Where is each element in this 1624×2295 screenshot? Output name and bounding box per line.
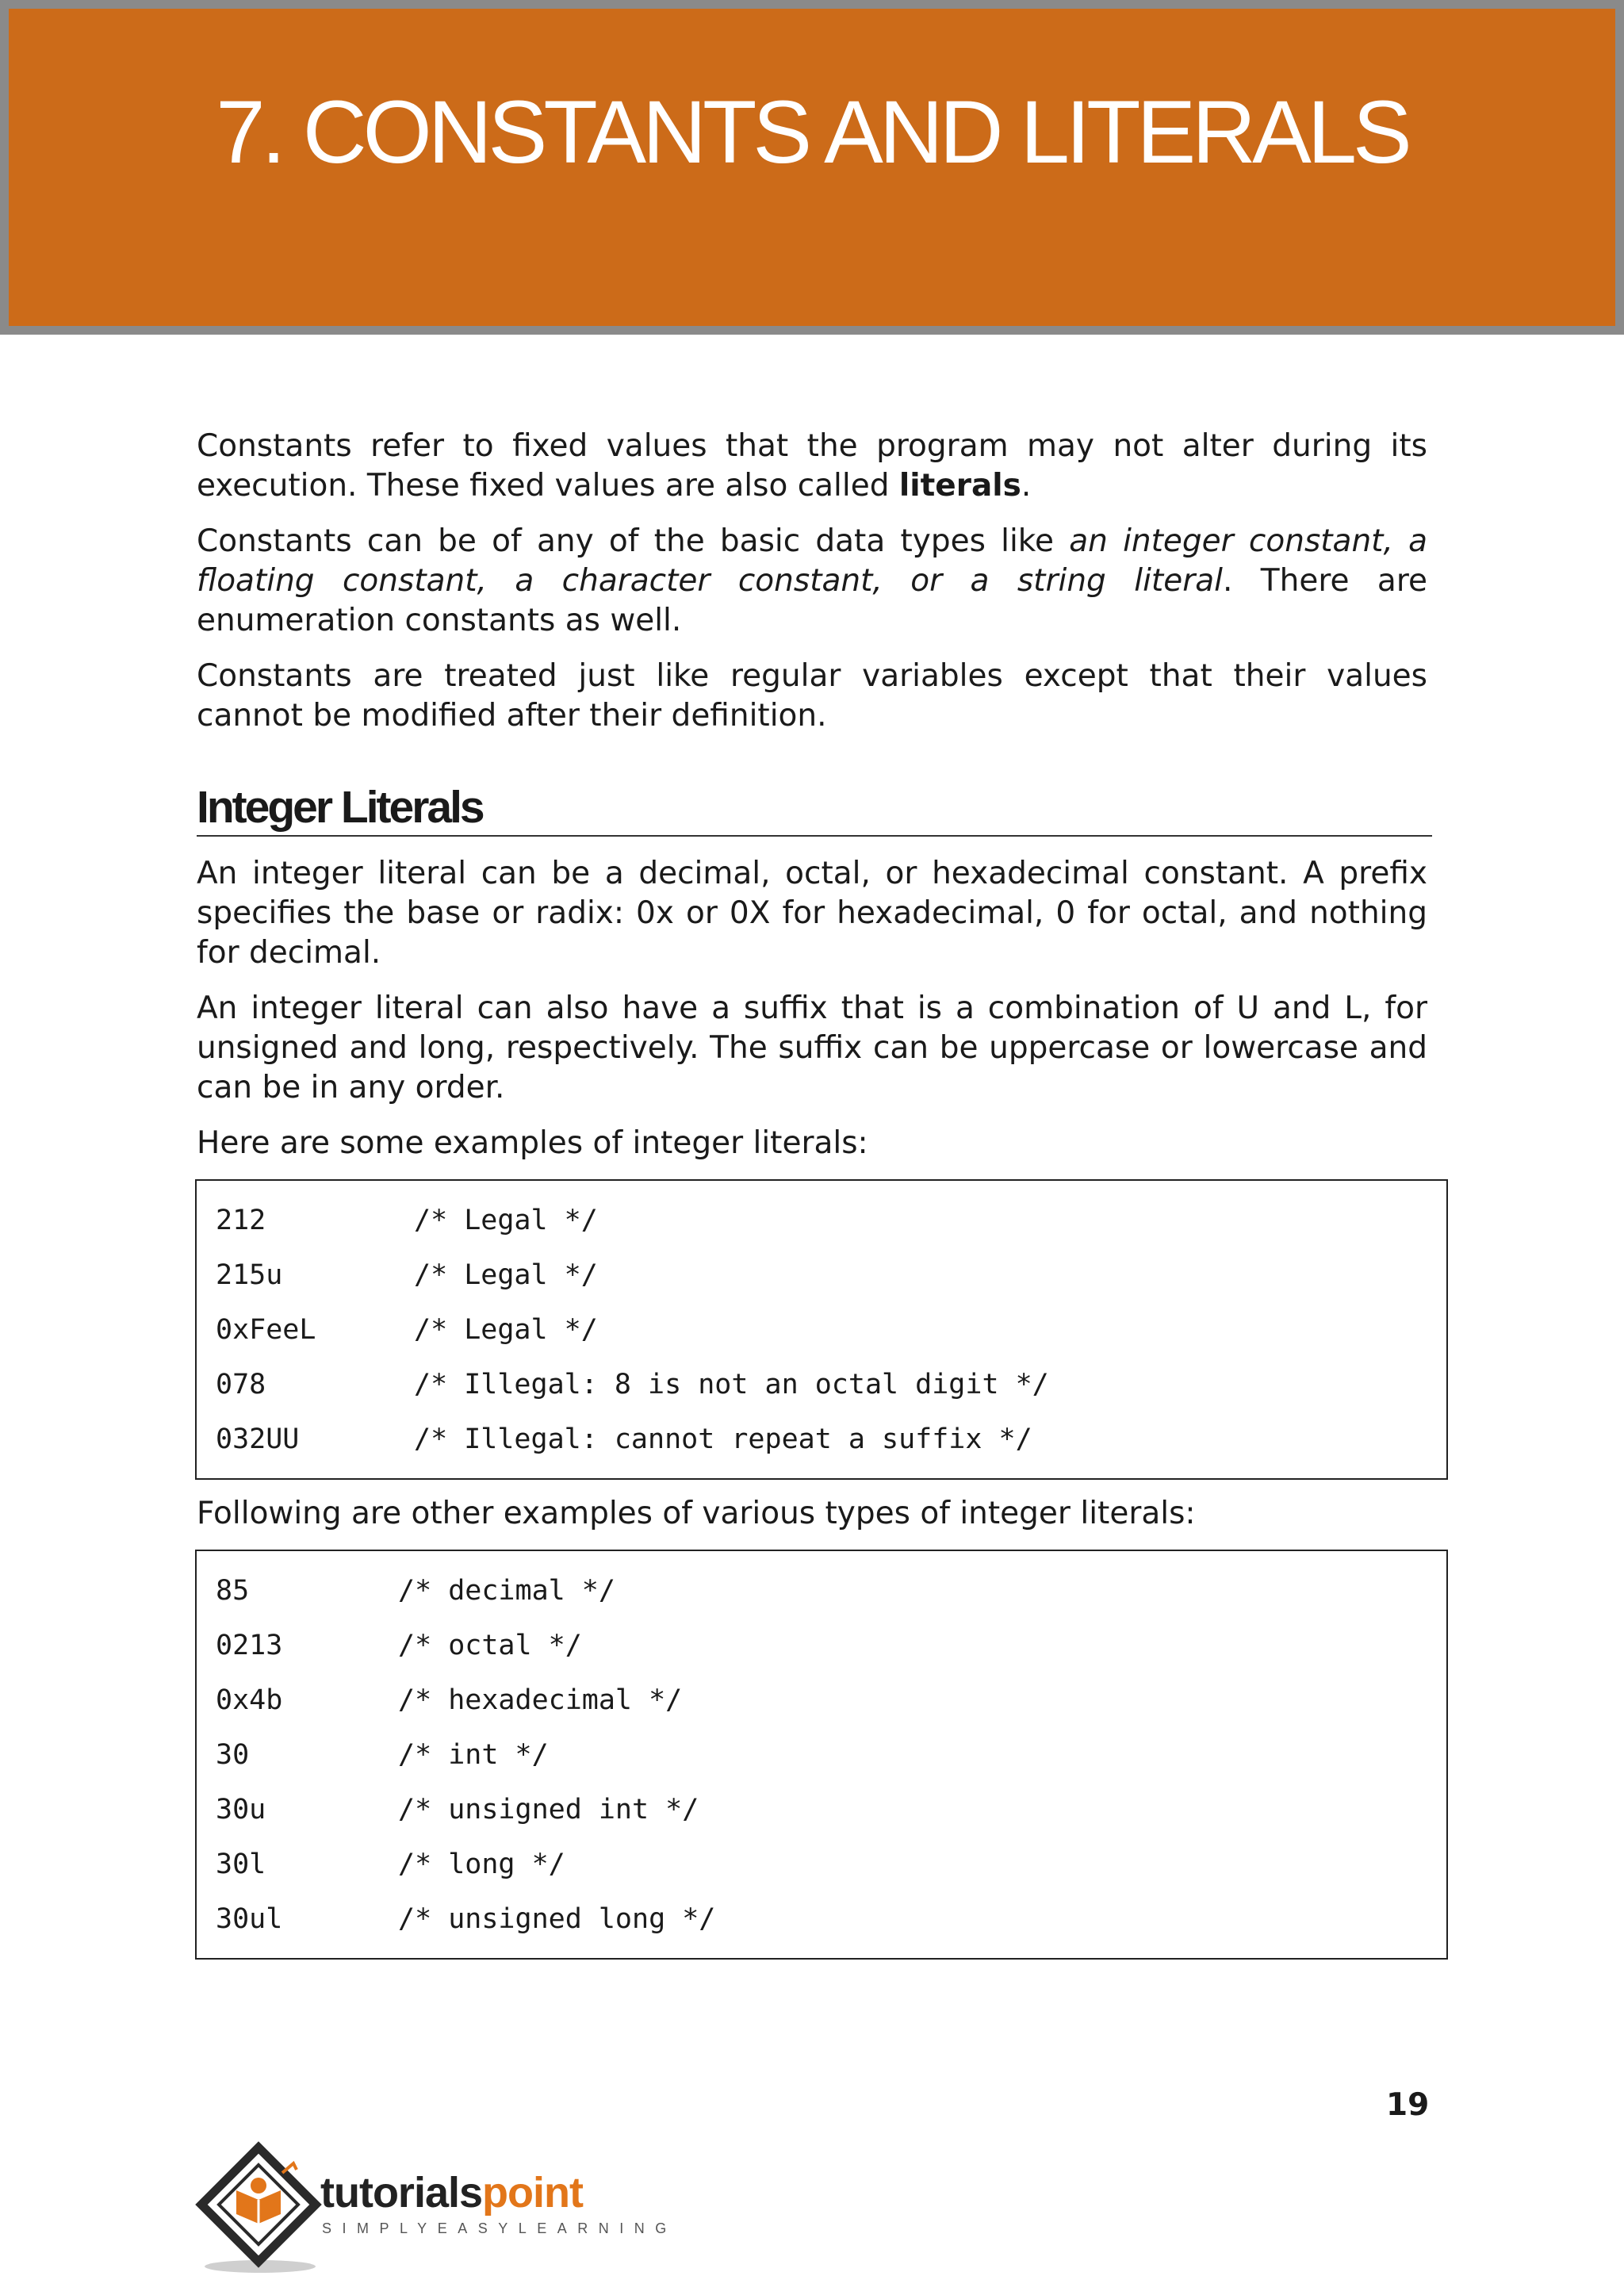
code-line: 30ul /* unsigned long */ [216, 1903, 716, 1935]
code-line: 30l /* long */ [216, 1849, 565, 1880]
intro-paragraph-2: Constants can be of any of the basic data types like an integer constant, a floating constant, a character constant, or a string literal. There are enumeration constants as well. [197, 523, 1427, 638]
code-block-examples-1 [195, 1179, 1448, 1480]
code-line: 032UU /* Illegal: cannot repeat a suffix */ [216, 1423, 1032, 1455]
logo-wordmark: tutorialspoint [320, 2169, 583, 2216]
logo-tagline: SIMPLYEASYLEARNING [322, 2220, 677, 2236]
code-line: 0x4b /* hexadecimal */ [216, 1684, 683, 1716]
page-number: 19 [1386, 2087, 1430, 2123]
page-content [197, 427, 1427, 1974]
code-line: 30u /* unsigned int */ [216, 1794, 699, 1826]
integer-paragraph-1: An integer literal can be a decimal, octal, or hexadecimal constant. A prefix specifies the base or radix: 0x or 0X for hexadecimal, 0 for octal, and nothing for decimal. [197, 856, 1427, 971]
code-block-examples-2 [195, 1550, 1448, 1960]
intro-paragraph-1: Constants refer to fixed values that the program may not alter during its execution. These fixed values are also called literals. [197, 428, 1427, 504]
code-line: 215u /* Legal */ [216, 1259, 598, 1291]
integer-paragraph-2: An integer literal can also have a suffix that is a combination of U and L, for unsigned and long, respectively. The suffix can be uppercase or lowercase and can be in any order. [197, 990, 1427, 1105]
chapter-banner [0, 0, 1624, 335]
integer-paragraph-4: Following are other examples of various types of integer literals: [197, 1496, 1196, 1531]
logo-emblem-icon [195, 2141, 322, 2276]
code-line: 30 /* int */ [216, 1739, 549, 1771]
tutorialspoint-logo [195, 2141, 677, 2276]
code-line: 078 /* Illegal: 8 is not an octal digit */ [216, 1369, 1049, 1400]
integer-paragraph-3: Here are some examples of integer literals: [197, 1125, 868, 1161]
section-heading-integer-literals: Integer Literals [197, 785, 1432, 837]
code-line: 85 /* decimal */ [216, 1575, 615, 1607]
code-line: 212 /* Legal */ [216, 1205, 598, 1236]
code-line: 0213 /* octal */ [216, 1630, 582, 1661]
intro-paragraph-3: Constants are treated just like regular variables except that their values cannot be modified after their definition. [197, 658, 1427, 734]
chapter-title: 7. CONSTANTS AND LITERALS [216, 82, 1408, 182]
code-line: 0xFeeL /* Legal */ [216, 1314, 598, 1346]
